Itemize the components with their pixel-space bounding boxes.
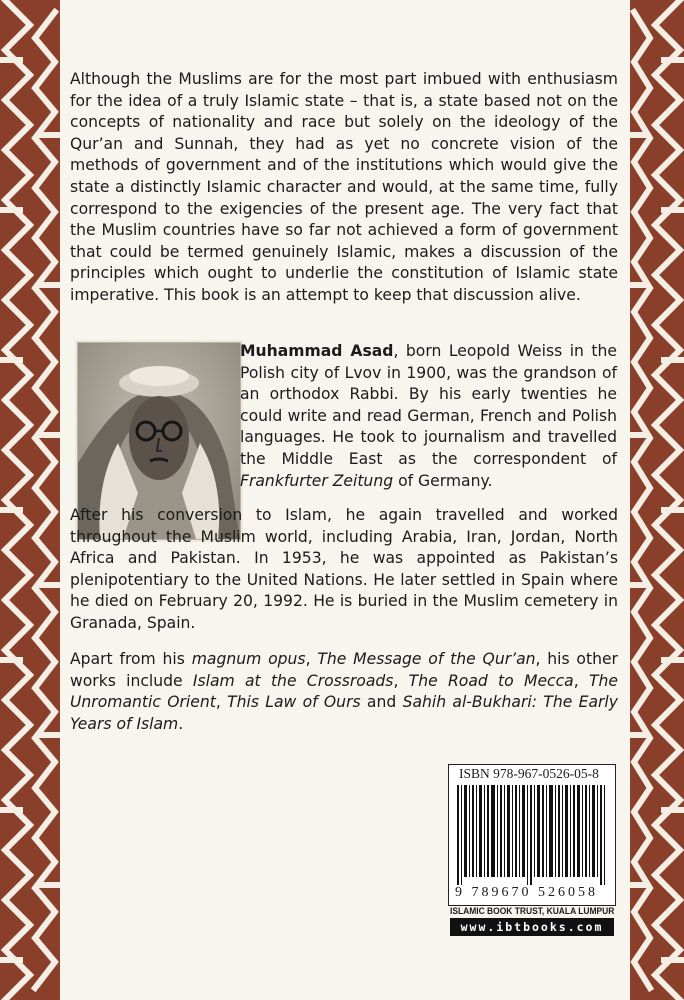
works-text: , bbox=[305, 650, 318, 668]
work-title: The Message of the Qur’an bbox=[317, 650, 536, 668]
works-italic: magnum opus bbox=[191, 650, 306, 668]
publisher-name: ISLAMIC BOOK TRUST, KUALA LUMPUR bbox=[450, 906, 615, 917]
author-works-paragraph bbox=[70, 649, 618, 735]
works-text: Apart from his bbox=[70, 650, 192, 668]
work-title: The Unromantic Orient bbox=[70, 671, 618, 712]
right-decorative-border bbox=[630, 0, 684, 1000]
works-text: , bbox=[215, 693, 228, 712]
works-text: , bbox=[573, 671, 589, 690]
newspaper-title: Frankfurter Zeitung bbox=[240, 471, 394, 490]
barcode-image bbox=[455, 785, 609, 885]
works-text: , his other works include bbox=[70, 650, 618, 690]
work-title: Islam at the Crossroads bbox=[192, 671, 394, 690]
isbn-label: ISBN 978-967-0526-05-8 bbox=[459, 766, 599, 781]
works-text: and bbox=[360, 693, 403, 712]
publisher-website: www.ibtbooks.com bbox=[450, 918, 614, 936]
bio-text: of Germany. bbox=[393, 471, 493, 490]
author-bio-paragraph-1 bbox=[240, 341, 617, 492]
isbn-barcode-box bbox=[448, 764, 616, 906]
left-decorative-border bbox=[0, 0, 60, 1000]
work-title: Sahih al-Bukhari: The Early Years of Islam bbox=[70, 693, 618, 733]
arabesque-pattern-right bbox=[630, 0, 684, 1000]
author-bio-paragraph-2: After his conversion to Islam, he again travelled and worked throughout the Muslim world, including Arabia, Iran, Jordan, North Africa and Pakistan. In 1953, he was appointed as Pakistan’s plenipotentiary to the United Nations. He later settled in Spain where he died on February 20, 1992. He is buried in the Muslim cemetery in Granada, Spain. bbox=[70, 506, 618, 632]
works-text: , bbox=[393, 671, 409, 690]
work-title: The Road to Mecca bbox=[408, 671, 574, 690]
arabesque-pattern-left bbox=[0, 0, 60, 1000]
bio-text: , born Leopold Weiss in the Polish city of Lvov in 1900, was the grandson of an orthodox Rabbi. By his early twenties he could write and read German, French and Polish languages. He took to journalism and travelled the Middle East as the correspondent of bbox=[240, 342, 618, 468]
works-text: . bbox=[178, 714, 184, 733]
book-description: Although the Muslims are for the most part imbued with enthusiasm for the idea of a truly Islamic state – that is, a state based not on the concepts of nationality and race but solely on the ideology of the Qur’an and Sunnah, they had as yet no concrete vision of the methods of government and of the institutions which would give the state a distinctly Islamic character and would, at the same time, fully correspond to the exigencies of the present age. The very fact that the Muslim countries have so far not achieved a form of government that could be termed genuinely Islamic, makes a discussion of the principles which ought to underlie the constitution of Islamic state imperative. This book is an attempt to keep that discussion alive. bbox=[70, 70, 618, 304]
back-cover-content bbox=[60, 0, 630, 1000]
barcode-digits: 9 789670 526058 bbox=[455, 885, 598, 900]
work-title: This Law of Ours bbox=[227, 693, 361, 712]
author-name: Muhammad Asad bbox=[240, 342, 394, 360]
